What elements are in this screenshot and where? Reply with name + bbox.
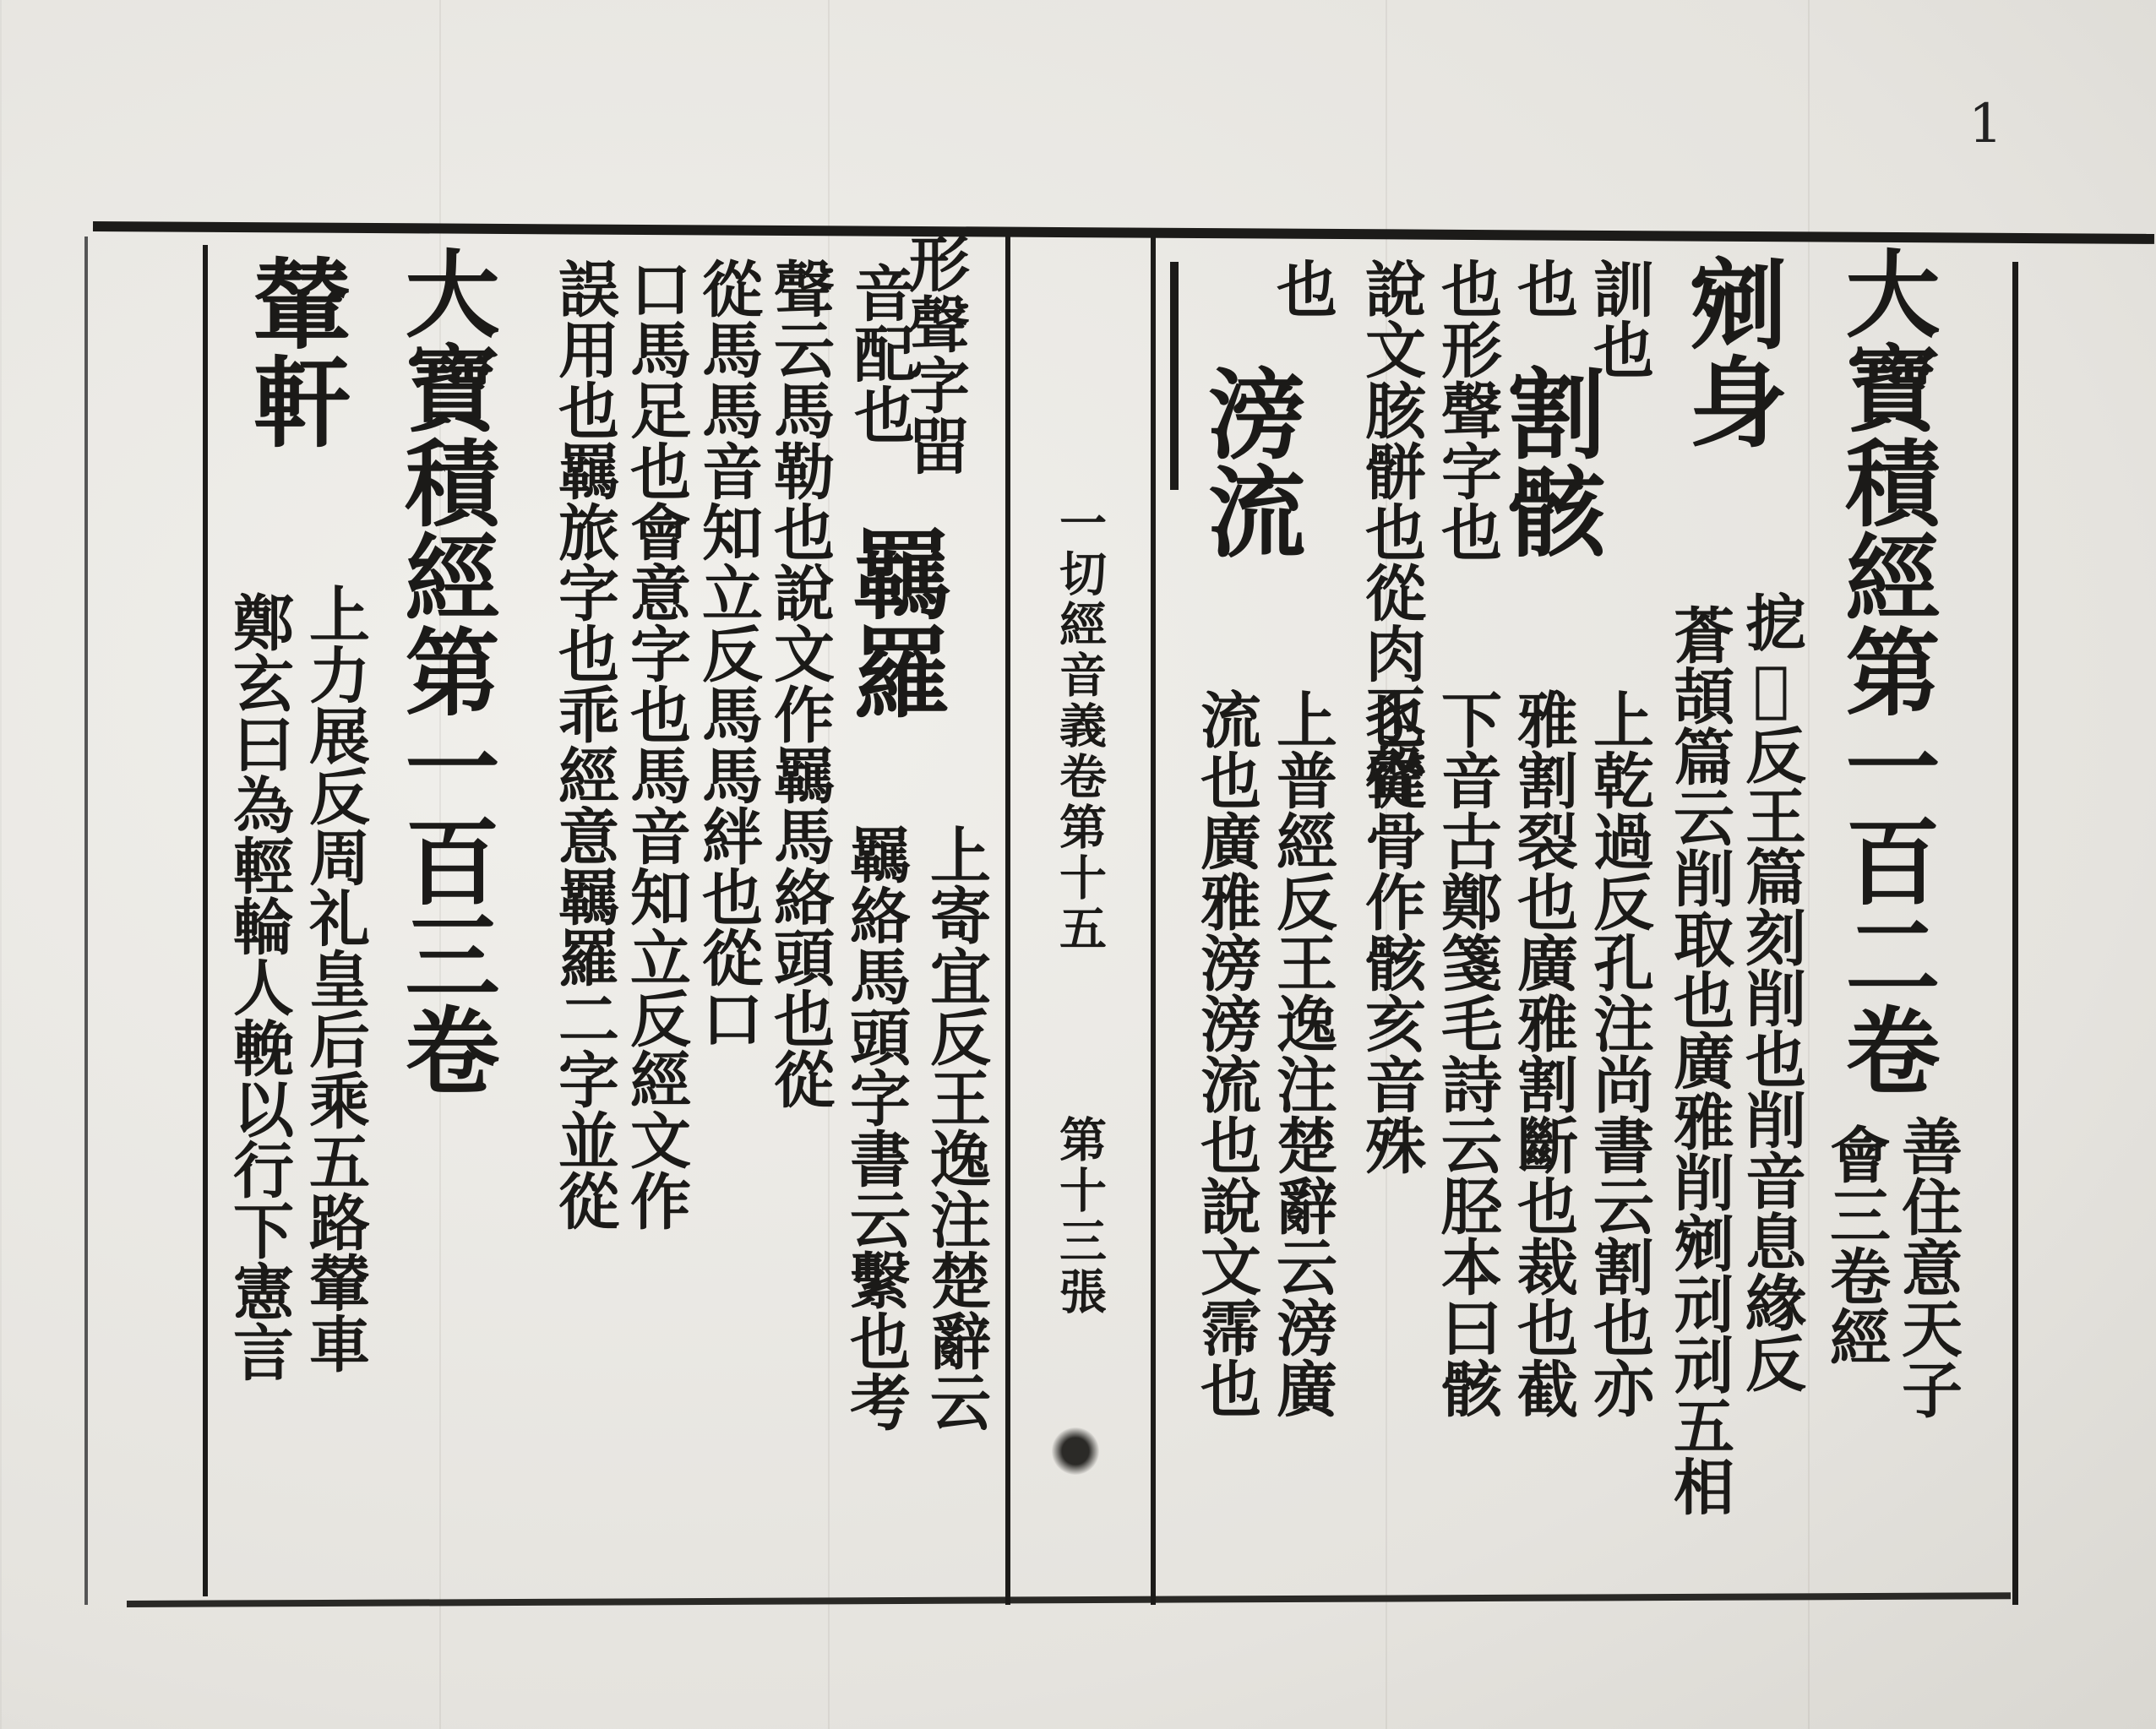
frame-right-border bbox=[2012, 262, 2018, 1605]
note-line: 訓也 bbox=[1583, 258, 1655, 379]
folio-mark: 1 bbox=[1968, 93, 2003, 155]
note-line: 羈絡馬頭字書云繫也考 bbox=[840, 824, 912, 1432]
note-line: 上寄宜反王逸注楚辭云 bbox=[920, 824, 992, 1432]
note-line: 誤用也羈旅字也乖經意羈羅二字並從 bbox=[548, 258, 620, 1231]
ink-seal-mark bbox=[1052, 1427, 1099, 1475]
folio-number: 第十三張 bbox=[1052, 1115, 1108, 1318]
note-line: 也 bbox=[1266, 258, 1338, 318]
frame-bottom-border bbox=[127, 1592, 2011, 1607]
note-line: 聲云馬勒也說文作羈馬絡頭也從 bbox=[764, 258, 836, 1109]
note-line: 蒼頡篇云削取也廣雅削剜刓刓五相 bbox=[1663, 604, 1735, 1516]
chapter-title: 大寶積經第一百二卷 bbox=[1830, 245, 1941, 1096]
inner-left-rule bbox=[203, 245, 208, 1596]
note-line: 口馬足也會意字也馬音知立反經文作 bbox=[620, 258, 692, 1231]
book-title: 一切經音義卷第十五 bbox=[1052, 498, 1108, 954]
chapter-title: 大寶積經第一百三卷 bbox=[389, 245, 500, 1096]
note-line: 流也廣雅滂滂流也說文霈也 bbox=[1190, 688, 1262, 1418]
frame-top-border bbox=[93, 221, 2154, 244]
note-line: 善住意天子 bbox=[1892, 1115, 1963, 1419]
headword: 滂流 bbox=[1191, 363, 1306, 559]
note-line: 形聲字㽞 bbox=[899, 232, 971, 476]
headword: 剜身 bbox=[1673, 253, 1788, 449]
note-line: 雅割裂也廣雅割斷也裁也截 bbox=[1507, 688, 1579, 1418]
note-line: 說文胲骿也從肉豕聲 bbox=[1355, 258, 1427, 805]
section-marker-rule bbox=[1170, 262, 1179, 490]
note-line: 下音古鄭箋毛詩云胫本曰骸 bbox=[1431, 688, 1503, 1418]
center-rule-left bbox=[1005, 228, 1010, 1605]
note-line: 㧖𪚏反王篇刻削也削音息緣反 bbox=[1735, 591, 1807, 1393]
note-line: 音配也 bbox=[844, 262, 916, 444]
headword: 割骸 bbox=[1491, 363, 1606, 559]
paper-crease bbox=[1808, 0, 1810, 1729]
note-line: 也從骨作骸亥音殊 bbox=[1355, 688, 1427, 1175]
frame-left-border bbox=[84, 237, 88, 1605]
center-rule-right bbox=[1151, 228, 1156, 1605]
note-line: 也形聲字也 bbox=[1431, 258, 1503, 562]
headword: 羈羅 bbox=[836, 524, 951, 720]
note-line: 上普經反王逸注楚辭云滂廣 bbox=[1266, 688, 1338, 1418]
headword: 輦軒 bbox=[237, 253, 351, 449]
note-line: 鄭玄曰為輕輪人輓以行下憲言 bbox=[223, 591, 295, 1382]
note-line: 上力展反周礼皇后乘五路輦車 bbox=[299, 583, 371, 1373]
note-line: 也 bbox=[1507, 258, 1579, 318]
note-line: 從馬馬音知立反馬馬絆也從口 bbox=[692, 258, 764, 1048]
note-line: 會三卷經 bbox=[1820, 1123, 1892, 1367]
note-line: 上乾過反孔注尚書云割也亦 bbox=[1583, 688, 1655, 1418]
